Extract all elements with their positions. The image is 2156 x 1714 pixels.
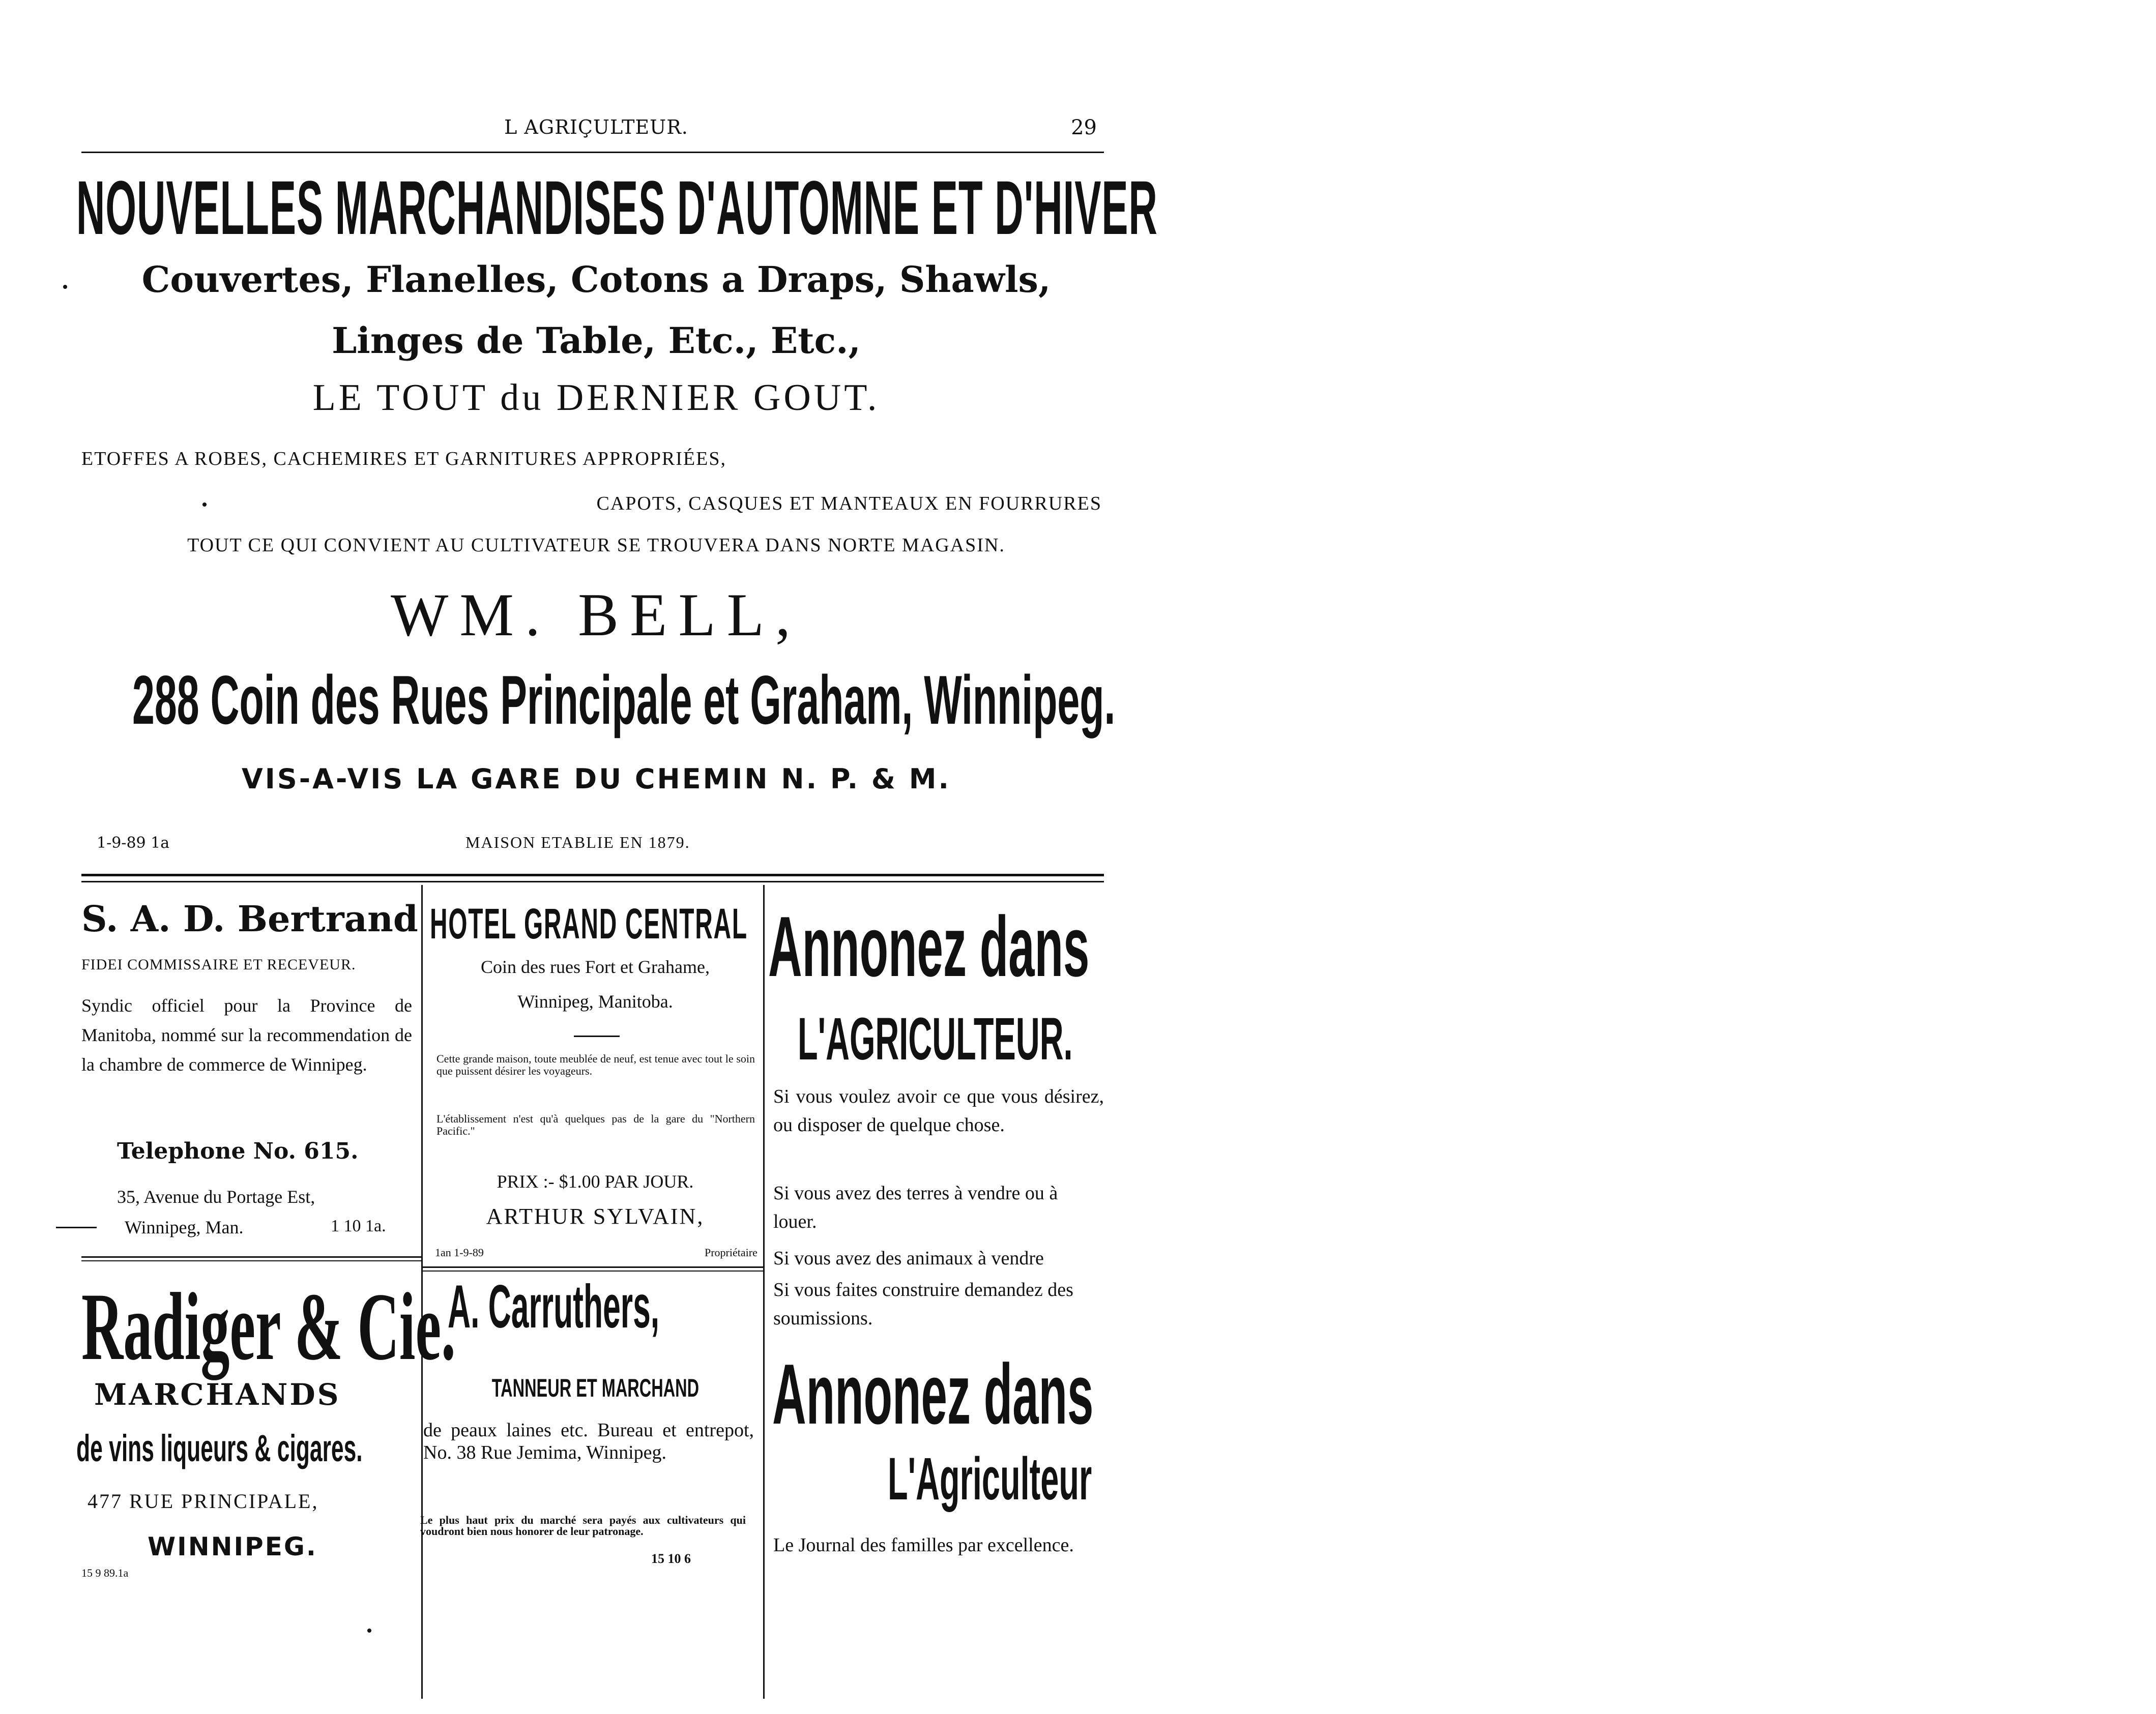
hotel-description-1: Cette grande maison, toute meublée de neuf, est tenue avec tout le soin que puissent désirer les voyageurs.	[436, 1052, 755, 1077]
annonce-heading-2	[772, 1345, 1118, 1442]
bell-headline	[76, 164, 1158, 250]
bell-line-5: CAPOTS, CASQUES ET MANTEAUX EN FOURRURES	[596, 493, 1102, 514]
hotel-owner-role: Propriétaire	[705, 1246, 757, 1259]
margin-dash	[56, 1227, 97, 1228]
hotel-address-2: Winnipeg, Manitoba.	[517, 991, 673, 1012]
col2-rule-1	[423, 1266, 763, 1268]
radiger-goods-text: de vins liqueurs & cigares.	[76, 1427, 363, 1469]
annonce-paragraph-4: Si vous faites construire demandez des soumissions.	[773, 1279, 1073, 1329]
hotel-address-1: Coin des rues Fort et Grahame,	[481, 957, 710, 977]
radiger-name	[81, 1272, 456, 1380]
bell-vis-a-vis: VIS-A-VIS LA GARE DU CHEMIN N. P. & M.	[241, 763, 951, 795]
annonce-paper-2-text: L'Agriculteur	[888, 1445, 1092, 1513]
carruthers-note: Le plus haut prix du marché sera payés aux cultivateurs qui voudront bien nous honorer de leur patronage.	[420, 1514, 746, 1538]
speck	[367, 1629, 371, 1633]
hotel-name	[430, 899, 761, 948]
radiger-name-text: Radiger & Cie.	[81, 1274, 456, 1380]
bertrand-address-1: 35, Avenue du Portage Est,	[117, 1187, 315, 1207]
header-rule	[81, 152, 1104, 153]
annonce-paper-1	[798, 1004, 1123, 1071]
bell-line-2: Linges de Table, Etc., Etc.,	[332, 319, 861, 362]
carruthers-description: de peaux laines etc. Bureau et entrepot, No. 38 Rue Jemima, Winnipeg.	[423, 1420, 754, 1463]
hotel-short-rule	[574, 1036, 620, 1037]
radiger-code: 15 9 89.1a	[81, 1567, 129, 1579]
radiger-marchands: MARCHANDS	[94, 1377, 341, 1412]
annonce-paragraph-1: Si vous voulez avoir ce que vous désirez, ou disposer de quelque chose.	[773, 1086, 1104, 1136]
annonce-journal: Le Journal des familles par excellence.	[773, 1534, 1074, 1556]
bertrand-address-2: Winnipeg, Man.	[125, 1217, 244, 1237]
bertrand-description: Syndic officiel pour la Province de Manitoba, nommé sur la recommendation de la chambre de commerce de Winnipeg.	[81, 995, 412, 1075]
col1-rule-1	[81, 1256, 421, 1258]
bell-line-4: ETOFFES A ROBES, CACHEMIRES ET GARNITURES APPROPRIÉES,	[81, 448, 726, 469]
columns-top-rule-2	[81, 881, 1104, 882]
annonce-paper-1-text: L'AGRICULTEUR.	[798, 1006, 1073, 1073]
annonce-paper-2	[888, 1444, 1106, 1511]
bell-established: MAISON ETABLIE EN 1879.	[465, 833, 690, 851]
hotel-name-text: HOTEL GRAND CENTRAL	[430, 900, 748, 948]
bertrand-telephone: Telephone No. 615.	[117, 1138, 359, 1164]
bell-address	[132, 660, 1116, 742]
running-head: L AGRIÇULTEUR.	[504, 116, 688, 138]
carruthers-name-text: A. Carruthers,	[448, 1273, 660, 1341]
bell-address-text: 288 Coin des Rues Principale et Graham, Winnipeg.	[132, 661, 1116, 738]
radiger-street: 477 RUE PRINCIPALE,	[88, 1490, 319, 1513]
annonce-paragraph-2: Si vous avez des terres à vendre ou à louer.	[773, 1183, 1058, 1232]
bertrand-title: FIDEI COMMISSAIRE ET RECEVEUR.	[81, 956, 356, 973]
carruthers-trade	[430, 1373, 761, 1404]
annonce-paragraph-3: Si vous avez des animaux à vendre	[773, 1248, 1044, 1269]
page-number: 29	[1071, 116, 1097, 139]
bell-line-3: LE TOUT du DERNIER GOUT.	[312, 377, 880, 419]
bertrand-code: 1 10 1a.	[331, 1217, 386, 1235]
hotel-description-2: L'établissement n'est qu'à quelques pas de la gare du "Northern Pacific."	[436, 1112, 755, 1137]
columns-top-rule-1	[81, 874, 1104, 876]
speck	[202, 503, 207, 507]
bertrand-name: S. A. D. Bertrand	[81, 898, 418, 940]
col1-rule-2	[81, 1260, 421, 1261]
bell-line-6: TOUT CE QUI CONVIENT AU CULTIVATEUR SE TROUVERA DANS NORTE MAGASIN.	[187, 535, 1005, 556]
hotel-code: 1an 1-9-89	[435, 1246, 484, 1259]
radiger-city: WINNIPEG.	[148, 1532, 317, 1561]
hotel-price: PRIX :- $1.00 PAR JOUR.	[497, 1171, 694, 1192]
carruthers-name	[448, 1272, 753, 1353]
carruthers-code: 15 10 6	[651, 1551, 691, 1566]
bell-code: 1-9-89 1a	[97, 834, 170, 852]
column-divider-2	[763, 885, 765, 1699]
hotel-owner: ARTHUR SYLVAIN,	[486, 1204, 705, 1229]
annonce-heading-2-text: Annonez dans	[772, 1346, 1094, 1442]
carruthers-trade-text: TANNEUR ET MARCHAND	[491, 1374, 699, 1402]
annonce-heading-1-text: Annonez dans	[768, 899, 1090, 994]
bell-line-1: Couvertes, Flanelles, Cotons a Draps, Shawls,	[141, 258, 1051, 301]
bell-headline-text: NOUVELLES MARCHANDISES D'AUTOMNE ET D'HIVER	[76, 165, 1158, 250]
speck	[63, 285, 67, 289]
annonce-heading-1	[768, 898, 1119, 994]
radiger-goods	[76, 1427, 422, 1472]
bell-name: WM. BELL,	[391, 581, 802, 648]
